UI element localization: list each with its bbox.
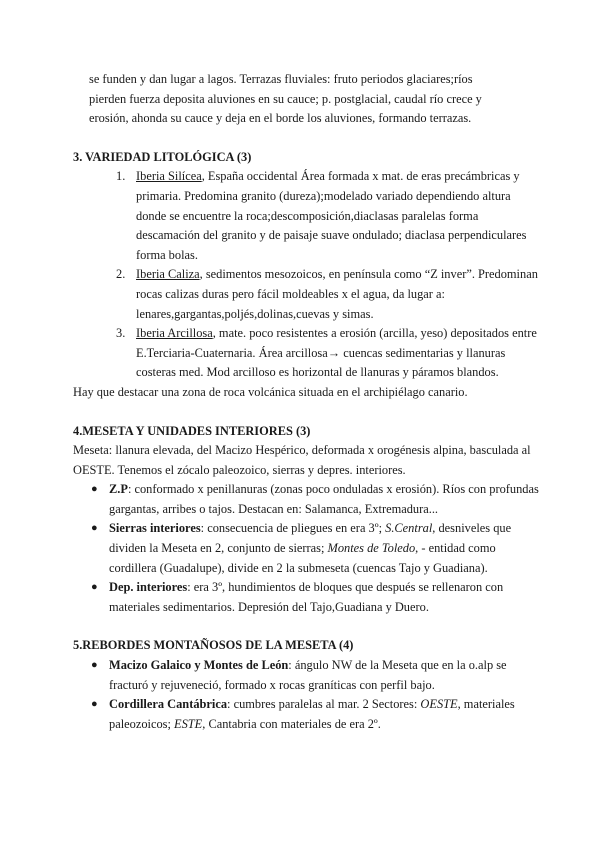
list-item <box>73 578 543 617</box>
list-italic: ESTE <box>174 716 203 731</box>
list-item <box>73 519 543 578</box>
list-item <box>73 324 543 383</box>
list-item <box>73 695 543 734</box>
list-term: Sierras interiores <box>109 521 201 536</box>
list-term: Macizo Galaico y Montes de León <box>109 658 289 673</box>
list-text: : era 3º, hundimientos de bloques que después se rellenaron con materiales sedimentarios. Depresión del Tajo,Guadiana y Duero. <box>109 580 504 614</box>
bullet-icon: ● <box>91 483 98 496</box>
bullet-icon: ● <box>91 698 98 711</box>
list-item <box>73 265 543 324</box>
section-4-list <box>73 480 543 617</box>
list-number: 3. <box>116 326 126 341</box>
section-4-heading: 4.MESETA Y UNIDADES INTERIORES (3) <box>73 423 311 438</box>
list-text: , sedimentos mesozoicos, en península como “Z inver”. Predominan rocas calizas duras pero fácil moldeables x el agua, da lugar a: lenares,gargantas,poljés,dolinas,cuevas y simas. <box>136 267 538 321</box>
section-4-intro: Meseta: llanura elevada, del Macizo Hespérico, deformada x orogénesis alpina, basculada al OESTE. Tenemos el zócalo paleozoico, sierras y depres. interiores. <box>73 443 531 477</box>
list-text: , España occidental Área formada x mat. de eras precámbricas y primaria. Predomina granito (dureza);modelado variado dependiendo altura donde se encuentre la roca;descomposición,diaclasas paralelas forma descamación del granito y de paisaje suave ondulado; diaclasa perpendiculares forma bolas. <box>136 169 527 262</box>
list-text: , mate. poco resistentes a erosión (arcilla, yeso) depositados entre E.Terciaria-Cuaternaria. Área arcillosa→ cuencas sedimentarias y llanuras costeras med. Mod arcilloso es horizontal de llanuras y páramos blandos. <box>136 326 537 380</box>
document-content <box>73 70 543 734</box>
bullet-icon: ● <box>91 581 98 594</box>
intro-paragraph <box>73 70 543 129</box>
list-text: : consecuencia de pliegues en era 3º; <box>200 521 386 536</box>
list-term: Iberia Arcillosa <box>136 326 213 341</box>
intro-line: se funden y dan lugar a lagos. Terrazas fluviales: fruto periodos glaciares;ríos <box>89 72 473 86</box>
list-italic: OESTE <box>420 697 458 712</box>
bullet-icon: ● <box>91 659 98 672</box>
list-term: Cordillera Cantábrica <box>109 697 228 712</box>
section-3-list <box>73 167 543 383</box>
list-number: 1. <box>116 169 126 184</box>
list-term: Iberia Caliza <box>136 267 200 282</box>
list-text: , desniveles que dividen la Meseta en 2, conjunto de sierras; <box>109 521 512 556</box>
list-text: : cumbres paralelas al mar. 2 Sectores: <box>227 697 421 712</box>
section-5-heading: 5.REBORDES MONTAÑOSOS DE LA MESETA (4) <box>73 638 354 653</box>
list-text: : ángulo NW de la Meseta que en la o.alp se fracturó y rejuveneció, formado x rocas graníticas con perfil bajo. <box>109 658 507 692</box>
list-text: , - entidad como cordillera (Guadalupe), divide en 2 la submeseta (cuencas Tajo y Guadiana). <box>109 541 496 575</box>
list-term: Z.P <box>109 482 128 497</box>
list-number: 2. <box>116 267 126 282</box>
list-item <box>73 167 543 265</box>
bullet-icon: ● <box>91 522 98 535</box>
list-italic: Montes de Toledo <box>327 541 416 556</box>
list-text: , Cantabria con materiales de era 2º. <box>202 716 381 731</box>
list-item <box>73 656 543 695</box>
list-italic: S.Central <box>385 521 433 536</box>
list-text: : conformado x penillanuras (zonas poco onduladas x erosión). Ríos con profundas gargantas, arribes o tajos. Destacan en: Salamanca, Extremadura... <box>109 482 539 516</box>
section-5-list <box>73 656 543 734</box>
section-3-note: Hay que destacar una zona de roca volcánica situada en el archipiélago canario. <box>73 384 468 399</box>
list-term: Iberia Silícea <box>136 169 202 184</box>
list-item <box>73 480 543 519</box>
intro-line: erosión, ahonda su cauce y deja en el borde los aluviones, formando terrazas. <box>89 111 472 126</box>
intro-line: pierden fuerza deposita aluviones en su cauce; p. postglacial, caudal río crece y <box>89 91 482 106</box>
list-text: , materiales paleozoicos; <box>109 697 515 731</box>
section-3-heading: 3. VARIEDAD LITOLÓGICA (3) <box>73 149 252 164</box>
list-term: Dep. interiores <box>109 580 188 595</box>
